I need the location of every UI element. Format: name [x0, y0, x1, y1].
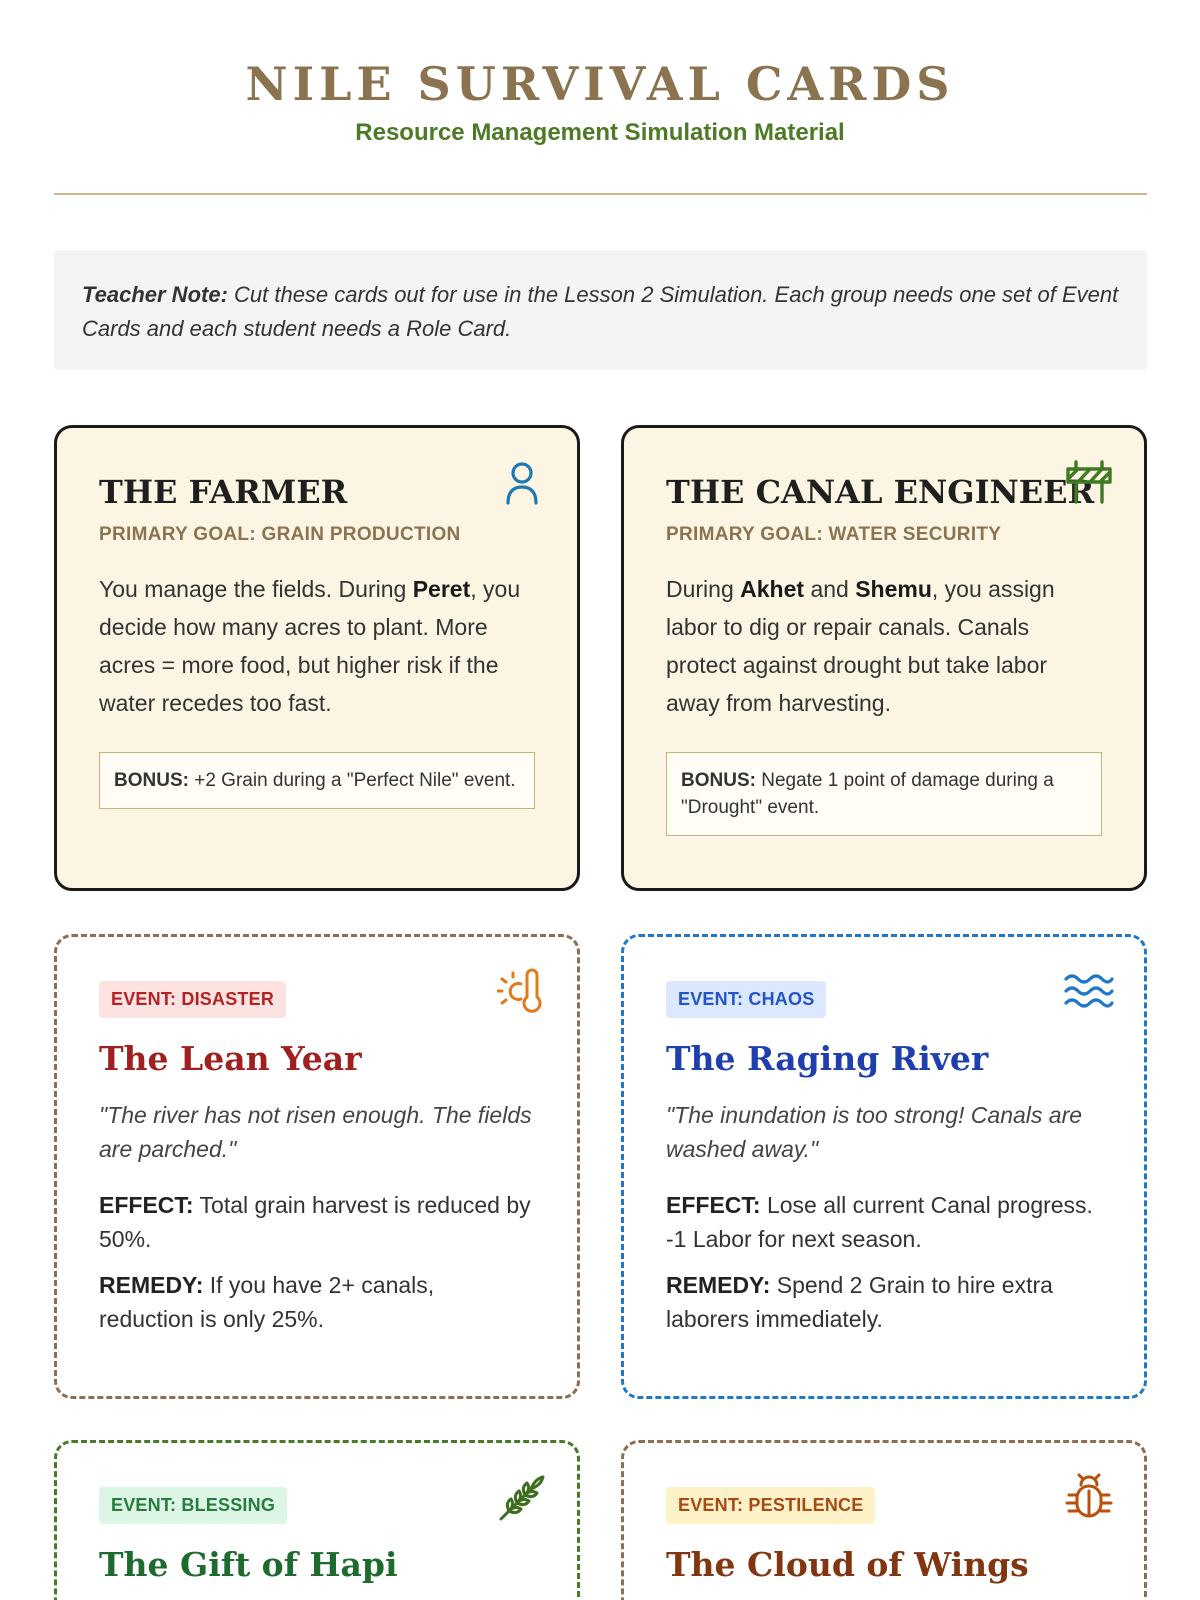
- role-card-farmer: [54, 425, 580, 891]
- event-effect: [666, 1188, 1102, 1256]
- season-name: Akhet: [740, 576, 805, 602]
- event-title: The Cloud of Wings: [666, 1545, 1029, 1584]
- page-subtitle: Resource Management Simulation Material: [355, 119, 845, 146]
- event-card-cloud-of-wings: [621, 1440, 1147, 1600]
- role-bonus: [666, 752, 1102, 836]
- page-title: NILE SURVIVAL CARDS: [245, 57, 955, 111]
- event-tag: EVENT: BLESSING: [99, 1487, 287, 1524]
- season-name: Shemu: [855, 576, 932, 602]
- effect-label: EFFECT:: [99, 1192, 194, 1218]
- header: [0, 0, 1200, 148]
- person-icon: [497, 458, 547, 508]
- event-remedy: [99, 1268, 535, 1336]
- event-title: The Lean Year: [99, 1039, 362, 1078]
- role-description-text: During: [666, 576, 741, 602]
- effect-label: EFFECT:: [666, 1192, 761, 1218]
- event-effect: [99, 1188, 535, 1256]
- role-card-canal-engineer: [621, 425, 1147, 891]
- wheat-icon: [497, 1473, 547, 1523]
- bug-icon: [1064, 1473, 1114, 1523]
- event-tag: EVENT: DISASTER: [99, 981, 286, 1018]
- role-description-text: You manage the fields. During: [99, 576, 413, 602]
- role-description-text: and: [804, 576, 856, 602]
- header-divider: [54, 193, 1147, 195]
- teacher-note-label: Teacher Note:: [82, 282, 228, 307]
- event-tag: EVENT: CHAOS: [666, 981, 826, 1018]
- bonus-label: BONUS:: [681, 770, 756, 791]
- event-quote: "The river has not risen enough. The fields are parched.": [99, 1102, 532, 1162]
- waves-icon: [1064, 967, 1114, 1017]
- event-title: The Raging River: [666, 1039, 989, 1078]
- role-description-text: , you assign labor to dig or repair canals. Canals protect against drought but take labor away from harvesting.: [666, 576, 1055, 716]
- event-card-gift-of-hapi: [54, 1440, 580, 1600]
- role-description: [666, 570, 1102, 722]
- event-tag: EVENT: PESTILENCE: [666, 1487, 875, 1524]
- event-title: The Gift of Hapi: [99, 1545, 398, 1584]
- event-card-raging-river: [621, 934, 1147, 1399]
- remedy-label: REMEDY:: [99, 1272, 204, 1298]
- bonus-text: Negate 1 point of damage during a "Drought" event.: [681, 770, 1054, 818]
- role-goal: PRIMARY GOAL: GRAIN PRODUCTION: [99, 524, 461, 545]
- effect-text: Total grain harvest is reduced by 50%.: [99, 1192, 531, 1252]
- barrier-icon: [1064, 458, 1114, 508]
- teacher-note: [54, 250, 1147, 370]
- bonus-label: BONUS:: [114, 770, 189, 791]
- role-bonus: [99, 752, 535, 809]
- role-description-text: , you decide how many acres to plant. More acres = more food, but higher risk if the water recedes too fast.: [99, 576, 521, 716]
- role-goal: PRIMARY GOAL: WATER SECURITY: [666, 524, 1002, 545]
- teacher-note-text: Cut these cards out for use in the Lesson 2 Simulation. Each group needs one set of Event Cards and each student needs a Role Card.: [82, 282, 1119, 341]
- event-card-lean-year: [54, 934, 580, 1399]
- role-title: THE FARMER: [99, 473, 348, 511]
- thermometer-sun-icon: [497, 967, 547, 1017]
- bonus-text: +2 Grain during a "Perfect Nile" event.: [188, 770, 516, 791]
- remedy-text: If you have 2+ canals, reduction is only 25%.: [99, 1272, 435, 1332]
- remedy-label: REMEDY:: [666, 1272, 771, 1298]
- remedy-text: Spend 2 Grain to hire extra laborers immediately.: [666, 1272, 1053, 1332]
- season-name: Peret: [412, 576, 471, 602]
- role-description: [99, 570, 535, 722]
- role-title: THE CANAL ENGINEER: [666, 473, 1095, 511]
- event-remedy: [666, 1268, 1102, 1336]
- event-quote: "The inundation is too strong! Canals are washed away.": [666, 1102, 1083, 1162]
- effect-text: Lose all current Canal progress. -1 Labor for next season.: [666, 1192, 1093, 1252]
